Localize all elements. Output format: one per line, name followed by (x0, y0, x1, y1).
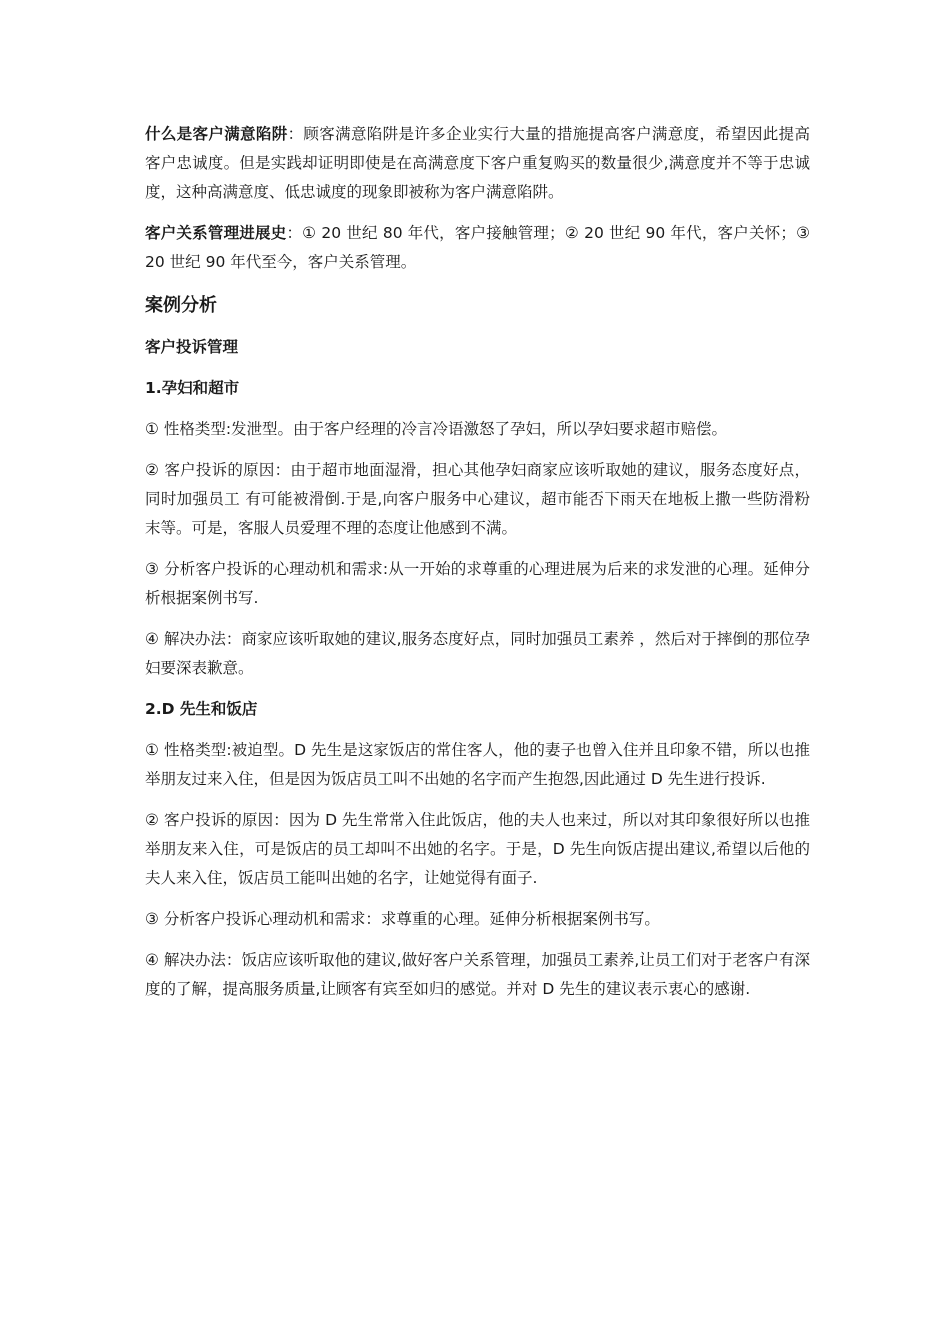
case2-item-solution: ④ 解决办法：饭店应该听取他的建议,做好客户关系管理，加强员工素养,让员工们对于老客户有深度的了解，提高服务质量,让顾客有宾至如归的感觉。并对 D 先生的建议表示衷心的感谢. (145, 951, 810, 998)
intro-paragraph-crm-history (145, 219, 810, 277)
definition-crm-history: ：① 20 世纪 80 年代，客户接触管理；② 20 世纪 90 年代，客户关怀；③ 20 世纪 90 年代至今，客户关系管理。 (145, 224, 810, 271)
section-heading-case-analysis: 案例分析 (145, 295, 217, 316)
case2-item-personality-type: ① 性格类型:被迫型。D 先生是这家饭店的常住客人，他的妻子也曾入住并且印象不错，所以也推举朋友过来入住，但是因为饭店员工叫不出她的名字而产生抱怨,因此通过 D 先生进行投诉. (145, 741, 810, 788)
case1-item-solution: ④ 解决办法：商家应该听取她的建议,服务态度好点，同时加强员工素养 ，然后对于摔倒的那位孕妇要深表歉意。 (145, 630, 810, 677)
intro-paragraph-satisfaction-trap (145, 120, 810, 207)
definition-satisfaction-trap: ：顾客满意陷阱是许多企业实行大量的措施提高客户满意度，希望因此提高客户忠诚度。但是实践却证明即使是在高满意度下客户重复购买的数量很少,满意度并不等于忠诚度，这种高满意度、低忠诚度的现象即被称为客户满意陷阱。 (145, 125, 810, 201)
case2-item-motivation-analysis: ③ 分析客户投诉心理动机和需求：求尊重的心理。延伸分析根据案例书写。 (145, 910, 660, 928)
case2-item-complaint-reason: ② 客户投诉的原因：因为 D 先生常常入住此饭店，他的夫人也来过，所以对其印象很好所以也推举朋友来入住，可是饭店的员工却叫不出她的名字。于是，D 先生向饭店提出建议,希望以后他的夫人来入住，饭店员工能叫出她的名字，让她觉得有面子. (145, 811, 810, 887)
case1-item-complaint-reason: ② 客户投诉的原因：由于超市地面湿滑，担心其他孕妇商家应该听取她的建议，服务态度好点，同时加强员工 有可能被滑倒.于是,向客户服务中心建议，超市能否下雨天在地板上撒一些防滑粉末等。可是，客服人员爱理不理的态度让他感到不满。 (145, 461, 810, 537)
case-title-mr-d-hotel: 2.D 先生和饭店 (145, 700, 258, 718)
subheading-complaint-management: 客户投诉管理 (145, 338, 239, 356)
term-satisfaction-trap: 什么是客户满意陷阱 (145, 125, 288, 143)
case1-item-personality-type: ① 性格类型:发泄型。由于客户经理的冷言冷语激怒了孕妇，所以孕妇要求超市赔偿。 (145, 420, 728, 438)
document-page (145, 120, 810, 1016)
term-crm-history: 客户关系管理进展史 (145, 224, 287, 242)
case-title-pregnant-woman-supermarket: 1.孕妇和超市 (145, 379, 240, 397)
case1-item-motivation-analysis: ③ 分析客户投诉的心理动机和需求:从一开始的求尊重的心理进展为后来的求发泄的心理。延伸分析根据案例书写. (145, 560, 810, 607)
